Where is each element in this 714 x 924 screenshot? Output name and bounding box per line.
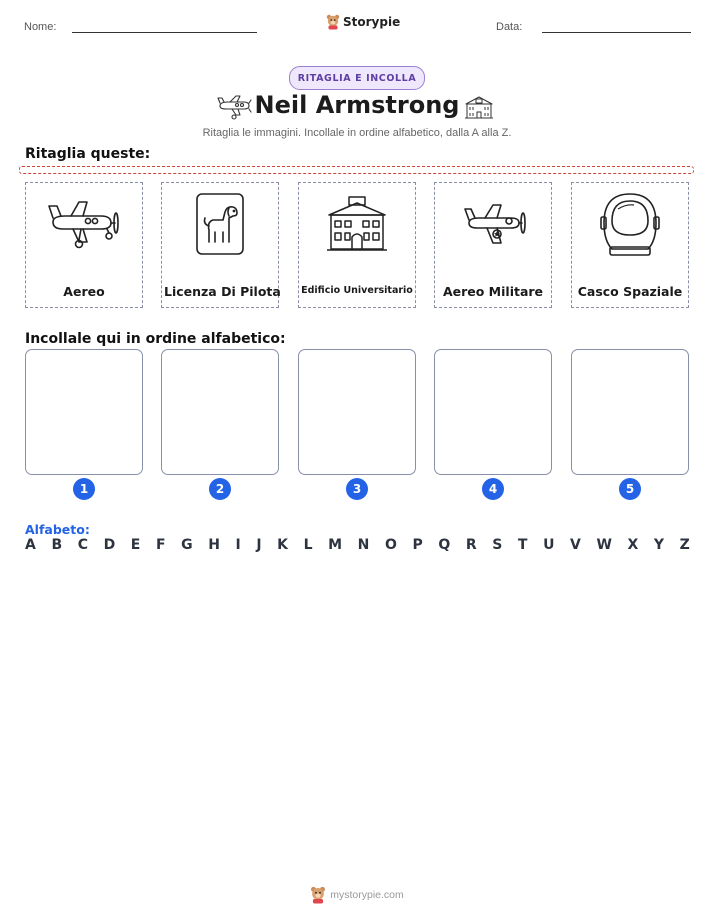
slot-number: 5 <box>619 478 641 500</box>
alphabet-letter: D <box>103 537 116 553</box>
alphabet-letter: G <box>181 537 193 553</box>
slot-number: 3 <box>346 478 368 500</box>
storypie-logo <box>326 14 400 30</box>
slot-number: 4 <box>482 478 504 500</box>
slot-number: 2 <box>209 478 231 500</box>
alphabet-letter: S <box>492 537 503 553</box>
alphabet-letter: Z <box>679 537 690 553</box>
cutout-card[interactable] <box>434 182 552 308</box>
university-doodle-icon <box>464 94 494 120</box>
footer-link[interactable]: mystorypie.com <box>330 889 404 901</box>
paste-slot[interactable] <box>298 349 416 475</box>
alphabet-letter: U <box>543 537 555 553</box>
alphabet-letter: A <box>25 537 36 553</box>
airplane-icon <box>45 196 123 252</box>
alphabet-letter: K <box>277 537 289 553</box>
space-helmet-icon <box>598 191 662 257</box>
alphabet-letter: T <box>517 537 528 553</box>
card-label: Casco Spaziale <box>577 284 683 299</box>
alphabet-letter: X <box>627 537 639 553</box>
alphabet-letter: Y <box>653 537 665 553</box>
alphabet-heading: Alfabeto: <box>25 522 90 537</box>
alphabet-letter: M <box>328 537 343 553</box>
cutout-card[interactable] <box>298 182 416 308</box>
paste-slot[interactable] <box>434 349 552 475</box>
alphabet-letter: C <box>77 537 88 553</box>
alphabet-letter: H <box>208 537 220 553</box>
alphabet-letter: V <box>570 537 581 553</box>
card-label: Edificio Universitario <box>301 285 413 296</box>
alphabet-letter: J <box>256 537 262 553</box>
alphabet-letter: P <box>412 537 423 553</box>
instructions: Ritaglia le immagini. Incollale in ordine alfabetico, dalla A alla Z. <box>202 127 512 139</box>
date-line[interactable] <box>542 32 691 33</box>
card-label: Aereo Militare <box>442 284 544 299</box>
cut-line <box>19 166 694 174</box>
bear-mascot-icon <box>326 14 340 30</box>
page-title: Neil Armstrong <box>254 91 460 119</box>
name-line[interactable] <box>72 32 257 33</box>
cutout-card[interactable] <box>571 182 689 308</box>
paste-section-heading: Incollale qui in ordine alfabetico: <box>25 331 286 347</box>
alphabet-letter: L <box>303 537 313 553</box>
alphabet-letter: R <box>465 537 477 553</box>
paste-slot[interactable] <box>161 349 279 475</box>
bear-mascot-icon <box>310 886 326 904</box>
alphabet-letter: N <box>357 537 370 553</box>
paste-slot[interactable] <box>25 349 143 475</box>
cutout-card[interactable] <box>25 182 143 308</box>
date-label: Data: <box>496 21 523 33</box>
cut-section-heading: Ritaglia queste: <box>25 146 151 162</box>
alphabet-letter: I <box>235 537 241 553</box>
activity-badge: RITAGLIA E INCOLLA <box>289 66 425 90</box>
alphabet-letter: F <box>155 537 166 553</box>
slot-number: 1 <box>73 478 95 500</box>
logo-text: Storypie <box>343 15 401 29</box>
card-label: Aereo <box>63 284 105 299</box>
cutout-card[interactable] <box>161 182 279 308</box>
card-label: Licenza Di Pilota <box>164 284 281 299</box>
alphabet-letter: B <box>51 537 63 553</box>
military-plane-icon <box>457 199 529 249</box>
alphabet-letter: E <box>130 537 141 553</box>
paste-slot[interactable] <box>571 349 689 475</box>
alphabet-letter: W <box>596 537 612 553</box>
alphabet-letter: O <box>384 537 397 553</box>
alphabet-row <box>25 537 690 553</box>
name-label: Nome: <box>24 21 57 33</box>
university-building-icon <box>325 195 389 253</box>
dog-card-icon <box>193 192 247 256</box>
alphabet-letter: Q <box>438 537 451 553</box>
footer <box>0 886 714 904</box>
